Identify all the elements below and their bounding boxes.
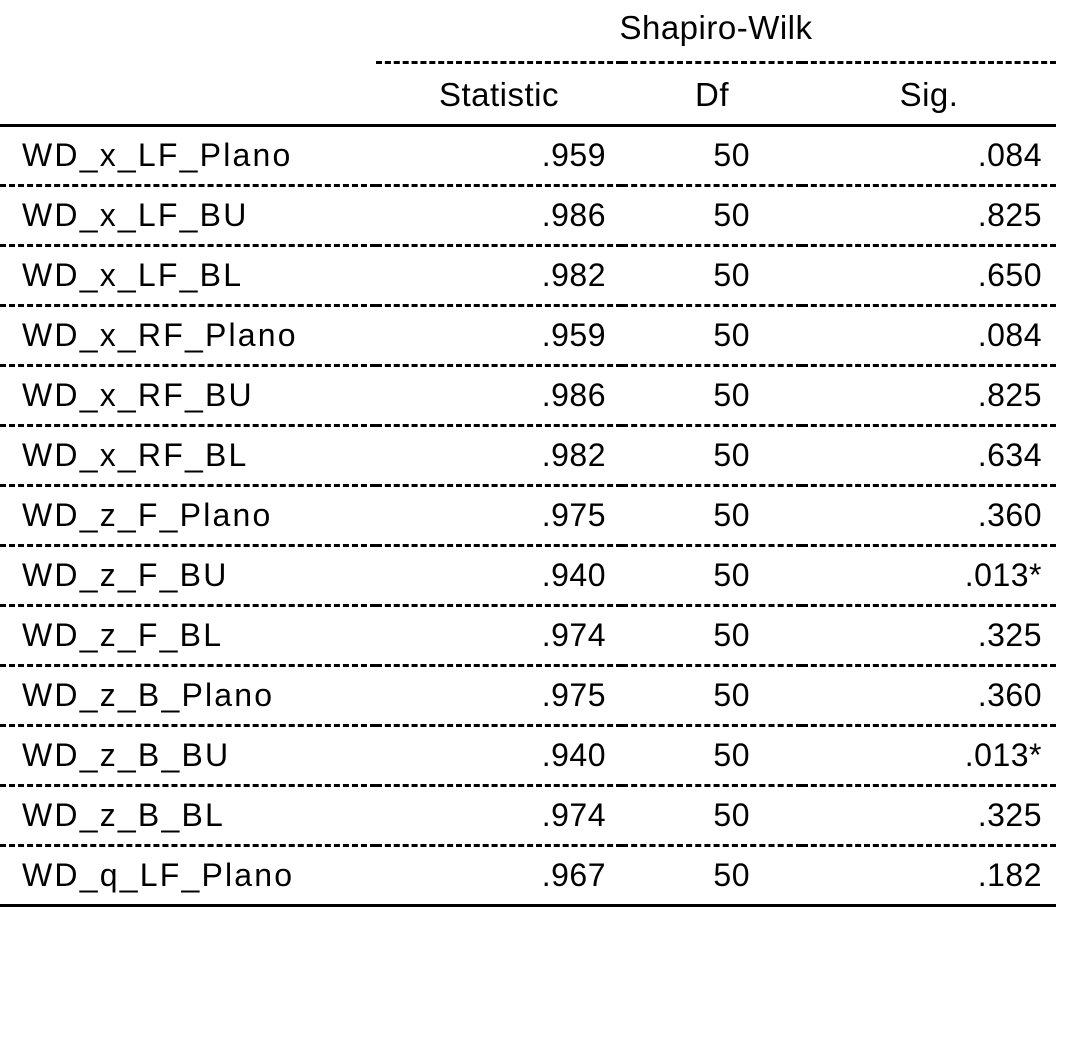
row-statistic: .967 [376,845,622,905]
row-label: WD_x_RF_BL [0,425,376,485]
table-row [0,125,1056,185]
table-body [0,125,1056,905]
row-df: 50 [622,425,802,485]
table-row [0,785,1056,845]
row-statistic: .940 [376,545,622,605]
row-sig: .325 [802,605,1056,665]
row-label: WD_z_F_BU [0,545,376,605]
row-sig: .084 [802,125,1056,185]
row-df: 50 [622,845,802,905]
row-statistic: .959 [376,305,622,365]
table-row [0,845,1056,905]
table-row [0,665,1056,725]
row-label: WD_z_B_BU [0,725,376,785]
row-statistic: .975 [376,485,622,545]
table-row [0,305,1056,365]
row-label: WD_z_F_BL [0,605,376,665]
row-df: 50 [622,185,802,245]
table-group-header-row [0,0,1056,62]
column-header-sig: Sig. [802,62,1056,125]
table-row [0,485,1056,545]
table-row [0,725,1056,785]
row-label: WD_z_B_BL [0,785,376,845]
row-statistic: .982 [376,425,622,485]
row-df: 50 [622,245,802,305]
row-df: 50 [622,125,802,185]
row-df: 50 [622,485,802,545]
table-column-header-row [0,62,1056,125]
row-sig: .325 [802,785,1056,845]
column-header-statistic: Statistic [376,62,622,125]
row-label: WD_x_LF_BU [0,185,376,245]
table-row [0,365,1056,425]
group-header-shapiro-wilk: Shapiro-Wilk [376,0,1056,62]
row-statistic: .986 [376,365,622,425]
row-statistic: .940 [376,725,622,785]
row-sig: .182 [802,845,1056,905]
row-sig: .360 [802,665,1056,725]
table-row [0,185,1056,245]
row-df: 50 [622,725,802,785]
row-label: WD_x_RF_Plano [0,305,376,365]
row-statistic: .982 [376,245,622,305]
table-row [0,425,1056,485]
row-df: 50 [622,305,802,365]
row-sig: .825 [802,365,1056,425]
row-statistic: .986 [376,185,622,245]
row-sig: .634 [802,425,1056,485]
row-sig: .084 [802,305,1056,365]
group-header-spacer [0,0,376,62]
row-df: 50 [622,605,802,665]
row-label: WD_x_RF_BU [0,365,376,425]
row-sig: .013* [802,545,1056,605]
table-row [0,245,1056,305]
row-label: WD_q_LF_Plano [0,845,376,905]
table-row [0,545,1056,605]
row-label: WD_x_LF_Plano [0,125,376,185]
row-statistic: .974 [376,605,622,665]
row-sig: .013* [802,725,1056,785]
row-df: 50 [622,785,802,845]
table-header [0,0,1056,125]
row-df: 50 [622,665,802,725]
row-statistic: .975 [376,665,622,725]
row-sig: .360 [802,485,1056,545]
row-label: WD_z_B_Plano [0,665,376,725]
row-label: WD_z_F_Plano [0,485,376,545]
row-sig: .825 [802,185,1056,245]
row-df: 50 [622,365,802,425]
row-sig: .650 [802,245,1056,305]
row-statistic: .959 [376,125,622,185]
table-row [0,605,1056,665]
row-statistic: .974 [376,785,622,845]
row-df: 50 [622,545,802,605]
column-header-variable [0,62,376,125]
row-label: WD_x_LF_BL [0,245,376,305]
column-header-df: Df [622,62,802,125]
